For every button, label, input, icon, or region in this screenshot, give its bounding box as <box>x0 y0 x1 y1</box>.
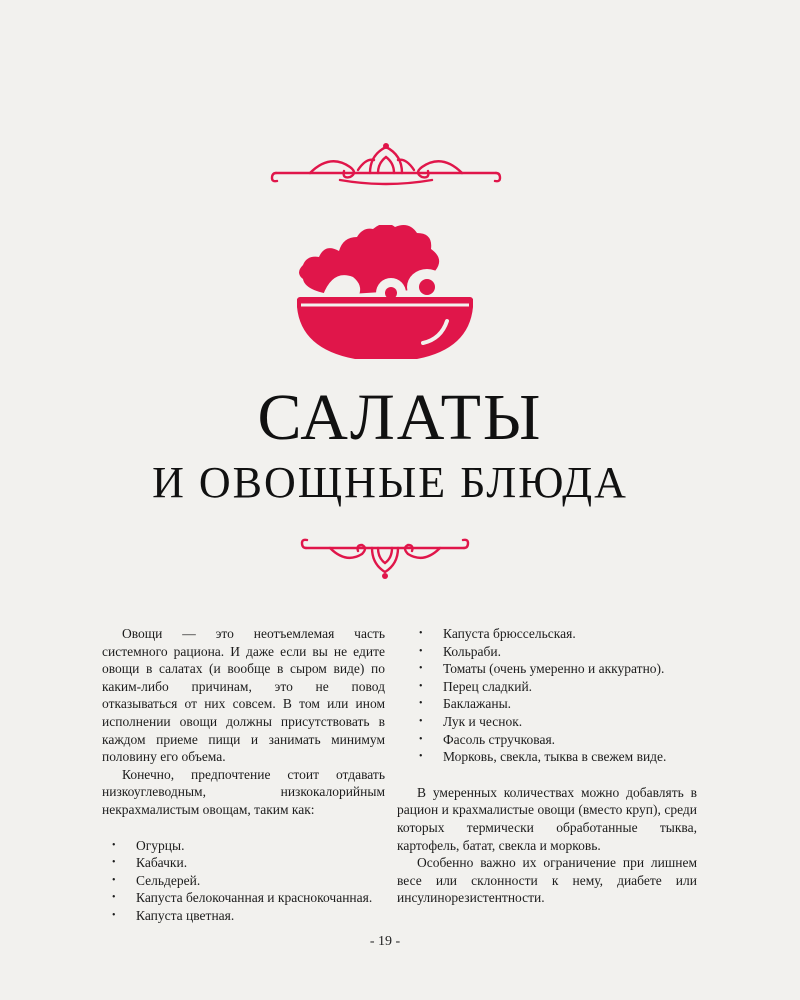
paragraph: Особенно важно их ограничение при лишнем весе или склонности к нему, диабете или инсулинорезистентности. <box>397 855 697 906</box>
list-item: • Баклажаны. <box>397 695 697 713</box>
vegetable-list <box>102 837 385 925</box>
left-column <box>102 625 385 925</box>
list-item: • Кабачки. <box>102 854 385 872</box>
ornament-flourish-bottom-icon <box>300 534 470 580</box>
list-item: • Капуста цветная. <box>102 907 385 925</box>
vegetable-list-continued <box>397 625 697 766</box>
title-line-1: САЛАТЫ <box>257 381 543 454</box>
page-number: - 19 - <box>369 934 401 949</box>
paragraph: Конечно, предпочтение стоит отдавать низкоуглеводным, низкокалорийным некрахмалистым овощам, таким как: <box>102 766 385 817</box>
salad-bowl-icon <box>295 225 475 365</box>
right-column <box>397 625 697 907</box>
list-item: • Лук и чеснок. <box>397 713 697 731</box>
list-item: • Фасоль стручковая. <box>397 731 697 749</box>
list-item: • Капуста брюссельская. <box>397 625 697 643</box>
ornament-flourish-icon <box>270 140 502 186</box>
list-item: • Морковь, свекла, тыква в свежем виде. <box>397 748 697 766</box>
title-line-2: И ОВОЩНЫЕ БЛЮДА <box>152 458 628 507</box>
list-item: • Перец сладкий. <box>397 678 697 696</box>
list-item: • Кольраби. <box>397 643 697 661</box>
paragraph: В умеренных количествах можно добавлять в рацион и крахмалистые овощи (вместо круп), среди которых термически обработанные тыква, картофель, батат, свекла и морковь. <box>397 784 697 853</box>
list-item: • Томаты (очень умеренно и аккуратно). <box>397 660 697 678</box>
list-item: • Огурцы. <box>102 837 385 855</box>
paragraph: Овощи — это неотъемлемая часть системного рациона. И даже если вы не едите овощи в салатах (и вообще в сыром виде) по каким-либо причинам, это не повод отказываться от них совсем. В том или ином исполнении овощи должны присутствовать в каждом приеме пищи и занимать минимум половину его объема. <box>102 626 385 765</box>
list-item: • Капуста белокочанная и краснокочанная. <box>102 889 385 907</box>
list-item: • Сельдерей. <box>102 872 385 890</box>
